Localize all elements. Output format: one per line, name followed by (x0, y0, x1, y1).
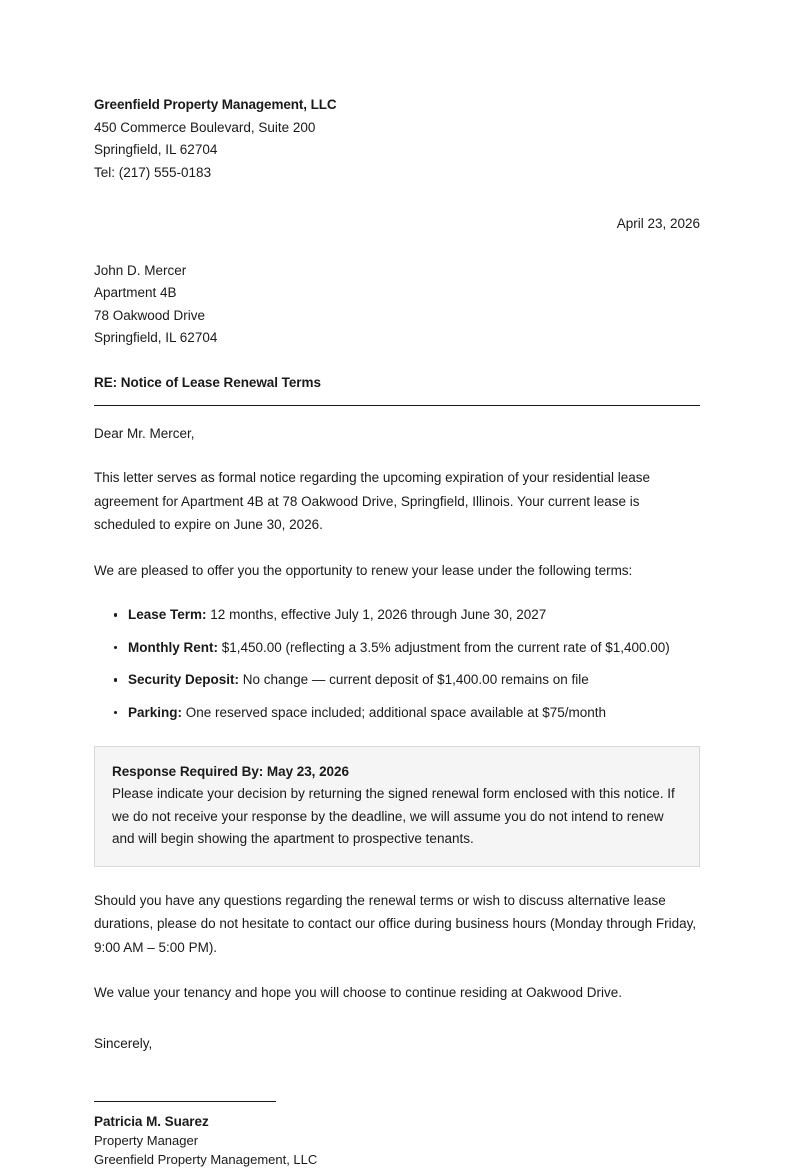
subject-divider (94, 405, 700, 406)
recipient-unit: Apartment 4B (94, 285, 177, 301)
term-value: 12 months, effective July 1, 2026 through June 30, 2027 (206, 607, 547, 623)
paragraph-offer: We are pleased to offer you the opportunity to renew your lease under the following terms: (94, 562, 633, 578)
recipient-city-state-zip: Springfield, IL 62704 (94, 329, 218, 345)
company-phone: Tel: (217) 555-0183 (94, 164, 212, 180)
term-label: Lease Term: (128, 607, 207, 623)
letter-date: April 23, 2026 (616, 216, 700, 231)
term-value: $1,450.00 (reflecting a 3.5% adjustment from the current rate of $1,400.00) (218, 639, 670, 655)
closing-block (94, 889, 700, 1005)
letterhead (94, 94, 700, 184)
term-label: Security Deposit: (128, 672, 240, 688)
term-value: One reserved space included; additional space available at $75/month (182, 704, 607, 720)
list-item (114, 603, 700, 627)
signer-name: Patricia M. Suarez (94, 1113, 209, 1129)
recipient-street: 78 Oakwood Drive (94, 307, 206, 323)
signer-company: Greenfield Property Management, LLC (94, 1151, 318, 1167)
signer-title: Property Manager (94, 1132, 199, 1148)
paragraph-questions: Should you have any questions regarding the renewal terms or wish to discuss alternative lease durations, please do not hesitate to contact our office during business hours (Monday through Friday, 9:00 AM – 5:00 PM). (94, 892, 697, 955)
signature-line (94, 1101, 276, 1102)
recipient-address-block (94, 260, 700, 349)
signoff: Sincerely, (94, 1035, 153, 1051)
company-address-line-1: 450 Commerce Boulevard, Suite 200 (94, 119, 316, 135)
subject-line: RE: Notice of Lease Renewal Terms (94, 375, 321, 391)
list-item (114, 668, 700, 692)
callout-headline: Response Required By: May 23, 2026 (112, 764, 349, 780)
renewal-terms-list (94, 603, 700, 724)
list-item (114, 701, 700, 725)
paragraph-value: We value your tenancy and hope you will choose to continue residing at Oakwood Drive. (94, 985, 623, 1001)
recipient-name: John D. Mercer (94, 263, 187, 278)
company-name: Greenfield Property Management, LLC (94, 97, 337, 112)
paragraph-intro: This letter serves as formal notice regarding the upcoming expiration of your residential lease agreement for Apartment 4B at 78 Oakwood Drive, Springfield, Illinois. Your current lease is scheduled to expire on June 30, 2026. (94, 470, 651, 533)
callout-detail: Please indicate your decision by returning the signed renewal form enclosed with this notice. If we do not receive your response by the deadline, we will assume you do not intend to renew and will begin showing the apartment to prospective tenants. (112, 786, 675, 847)
list-item (114, 636, 700, 660)
company-address-line-2: Springfield, IL 62704 (94, 142, 218, 157)
term-value: No change — current deposit of $1,400.00 remains on file (239, 672, 589, 688)
term-label: Monthly Rent: (128, 639, 218, 655)
term-label: Parking: (128, 704, 183, 720)
salutation: Dear Mr. Mercer, (94, 426, 195, 442)
response-required-callout (94, 746, 700, 867)
